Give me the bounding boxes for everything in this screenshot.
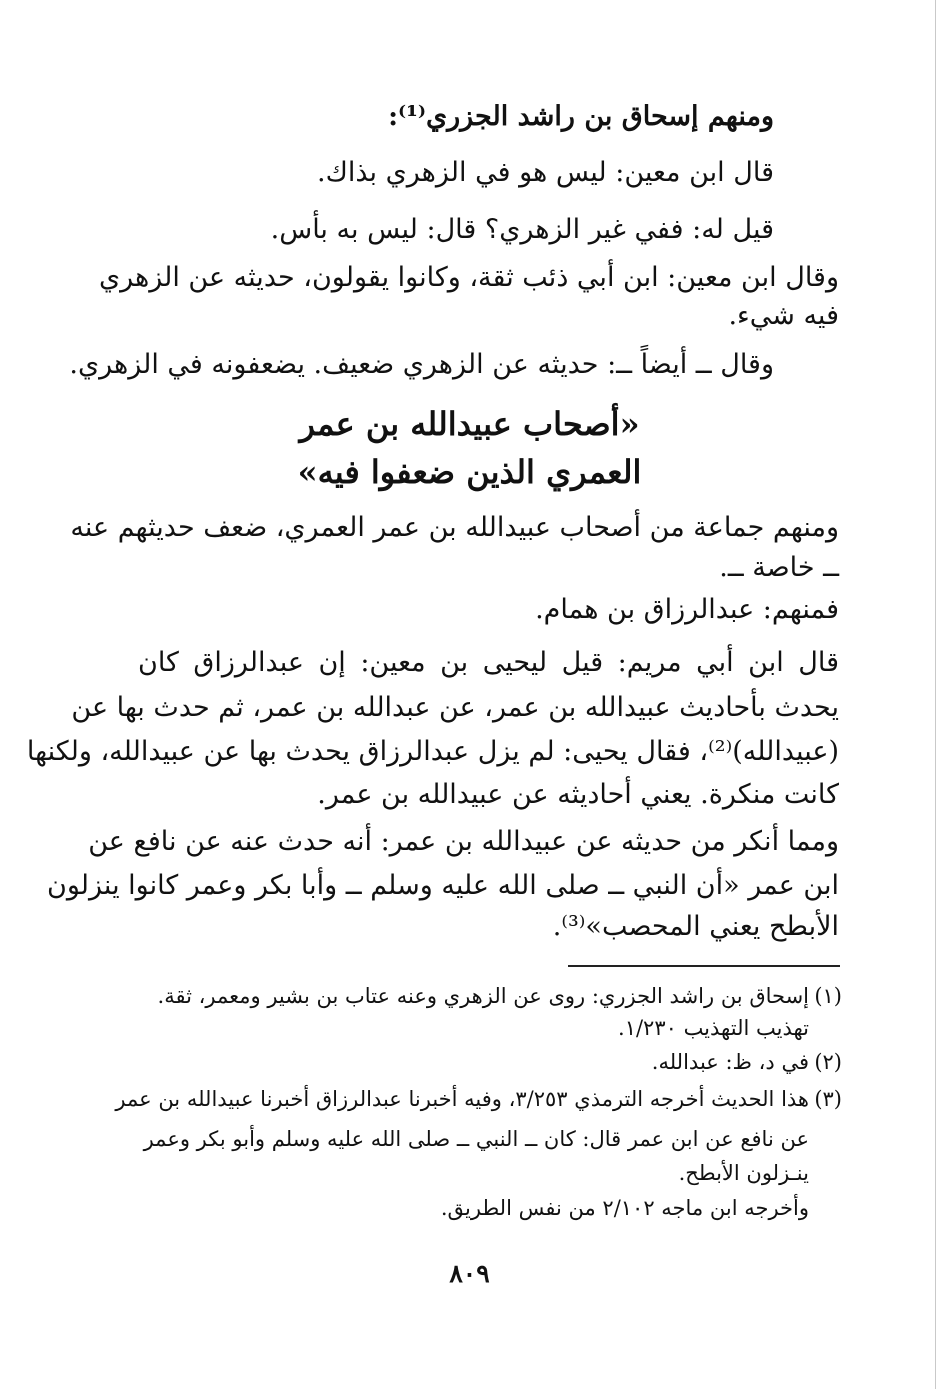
body-line-7: ومنهم جماعة من أصحاب عبيدالله بن عمر العمري، ضعف حديثهم عنه bbox=[70, 512, 839, 543]
footnote-3-line-2: عن نافع عن ابن عمر قال: كان ــ النبي ــ صلى الله عليه وسلم وأبو بكر وعمر bbox=[143, 1127, 809, 1151]
footnote-2-line-1: في د، ظ: عبدالله. bbox=[651, 1050, 809, 1074]
body-line-6: وقال ــ أيضاً ــ: حديثه عن الزهري ضعيف. يضعفونه في الزهري. bbox=[69, 349, 774, 380]
body-line-9: فمنهم: عبدالرزاق بن همام. bbox=[535, 594, 839, 625]
footnote-2-number: (٢) bbox=[814, 1050, 842, 1074]
body-line-14: ومما أنكر من حديثه عن عبيدالله بن عمر: أنه حدث عنه عن نافع عن bbox=[88, 826, 839, 857]
body-line-5: فيه شيء. bbox=[728, 300, 839, 331]
body-line-8: ــ خاصة ــ. bbox=[719, 552, 839, 583]
body-line-1: ومنهم إسحاق بن راشد الجزري⁽¹⁾: bbox=[388, 101, 774, 132]
footnote-1-line-2: تهذيب التهذيب ١/٢٣٠. bbox=[618, 1016, 809, 1040]
section-title-line-1: «أصحاب عبيدالله بن عمر bbox=[299, 405, 640, 443]
body-line-12: (عبيدالله)⁽²⁾، فقال يحيى: لم يزل عبدالرزاق يحدث بها عن عبيدالله، ولكنها bbox=[26, 736, 839, 767]
footnote-1-number: (١) bbox=[814, 984, 842, 1008]
section-title-line-2: العمري الذين ضعفوا فيه» bbox=[297, 453, 642, 491]
body-line-16: الأبطح يعني المحصب»⁽³⁾. bbox=[552, 911, 839, 942]
body-line-4: وقال ابن معين: ابن أبي ذئب ثقة، وكانوا يقولون، حديثه عن الزهري bbox=[98, 262, 839, 293]
footnote-1-line-1: إسحاق بن راشد الجزري: روى عن الزهري وعنه عتاب بن بشير ومعمر، ثقة. bbox=[157, 984, 809, 1008]
body-line-15: ابن عمر «أن النبي ــ صلى الله عليه وسلم ــ وأبا بكر وعمر كانوا ينزلون bbox=[47, 870, 839, 901]
footnote-3-line-1: هذا الحديث أخرجه الترمذي ٣/٢٥٣، وفيه أخبرنا عبدالرزاق أخبرنا عبيدالله بن عمر bbox=[115, 1087, 809, 1111]
footnote-3-number: (٣) bbox=[814, 1087, 842, 1111]
footnote-separator bbox=[568, 965, 840, 967]
body-line-13: كانت منكرة. يعني أحاديثه عن عبيدالله بن عمر. bbox=[317, 779, 839, 810]
body-line-10: قال ابن أبي مريم: قيل ليحيى بن معين: إن عبدالرزاق كان bbox=[138, 647, 839, 678]
body-line-3: قيل له: ففي غير الزهري؟ قال: ليس به بأس. bbox=[270, 214, 774, 245]
page-number: ٨٠٩ bbox=[449, 1259, 490, 1288]
footnote-3-line-4: وأخرجه ابن ماجه ٢/١٠٢ من نفس الطريق. bbox=[440, 1196, 809, 1220]
scan-edge-line bbox=[935, 0, 936, 1389]
body-line-2: قال ابن معين: ليس هو في الزهري بذاك. bbox=[317, 157, 774, 188]
footnote-3-line-3: ينـزلون الأبطح. bbox=[678, 1161, 809, 1185]
body-line-11: يحدث بأحاديث عبيدالله بن عمر، عن عبدالله بن عمر، ثم حدث بها عن bbox=[71, 692, 839, 723]
